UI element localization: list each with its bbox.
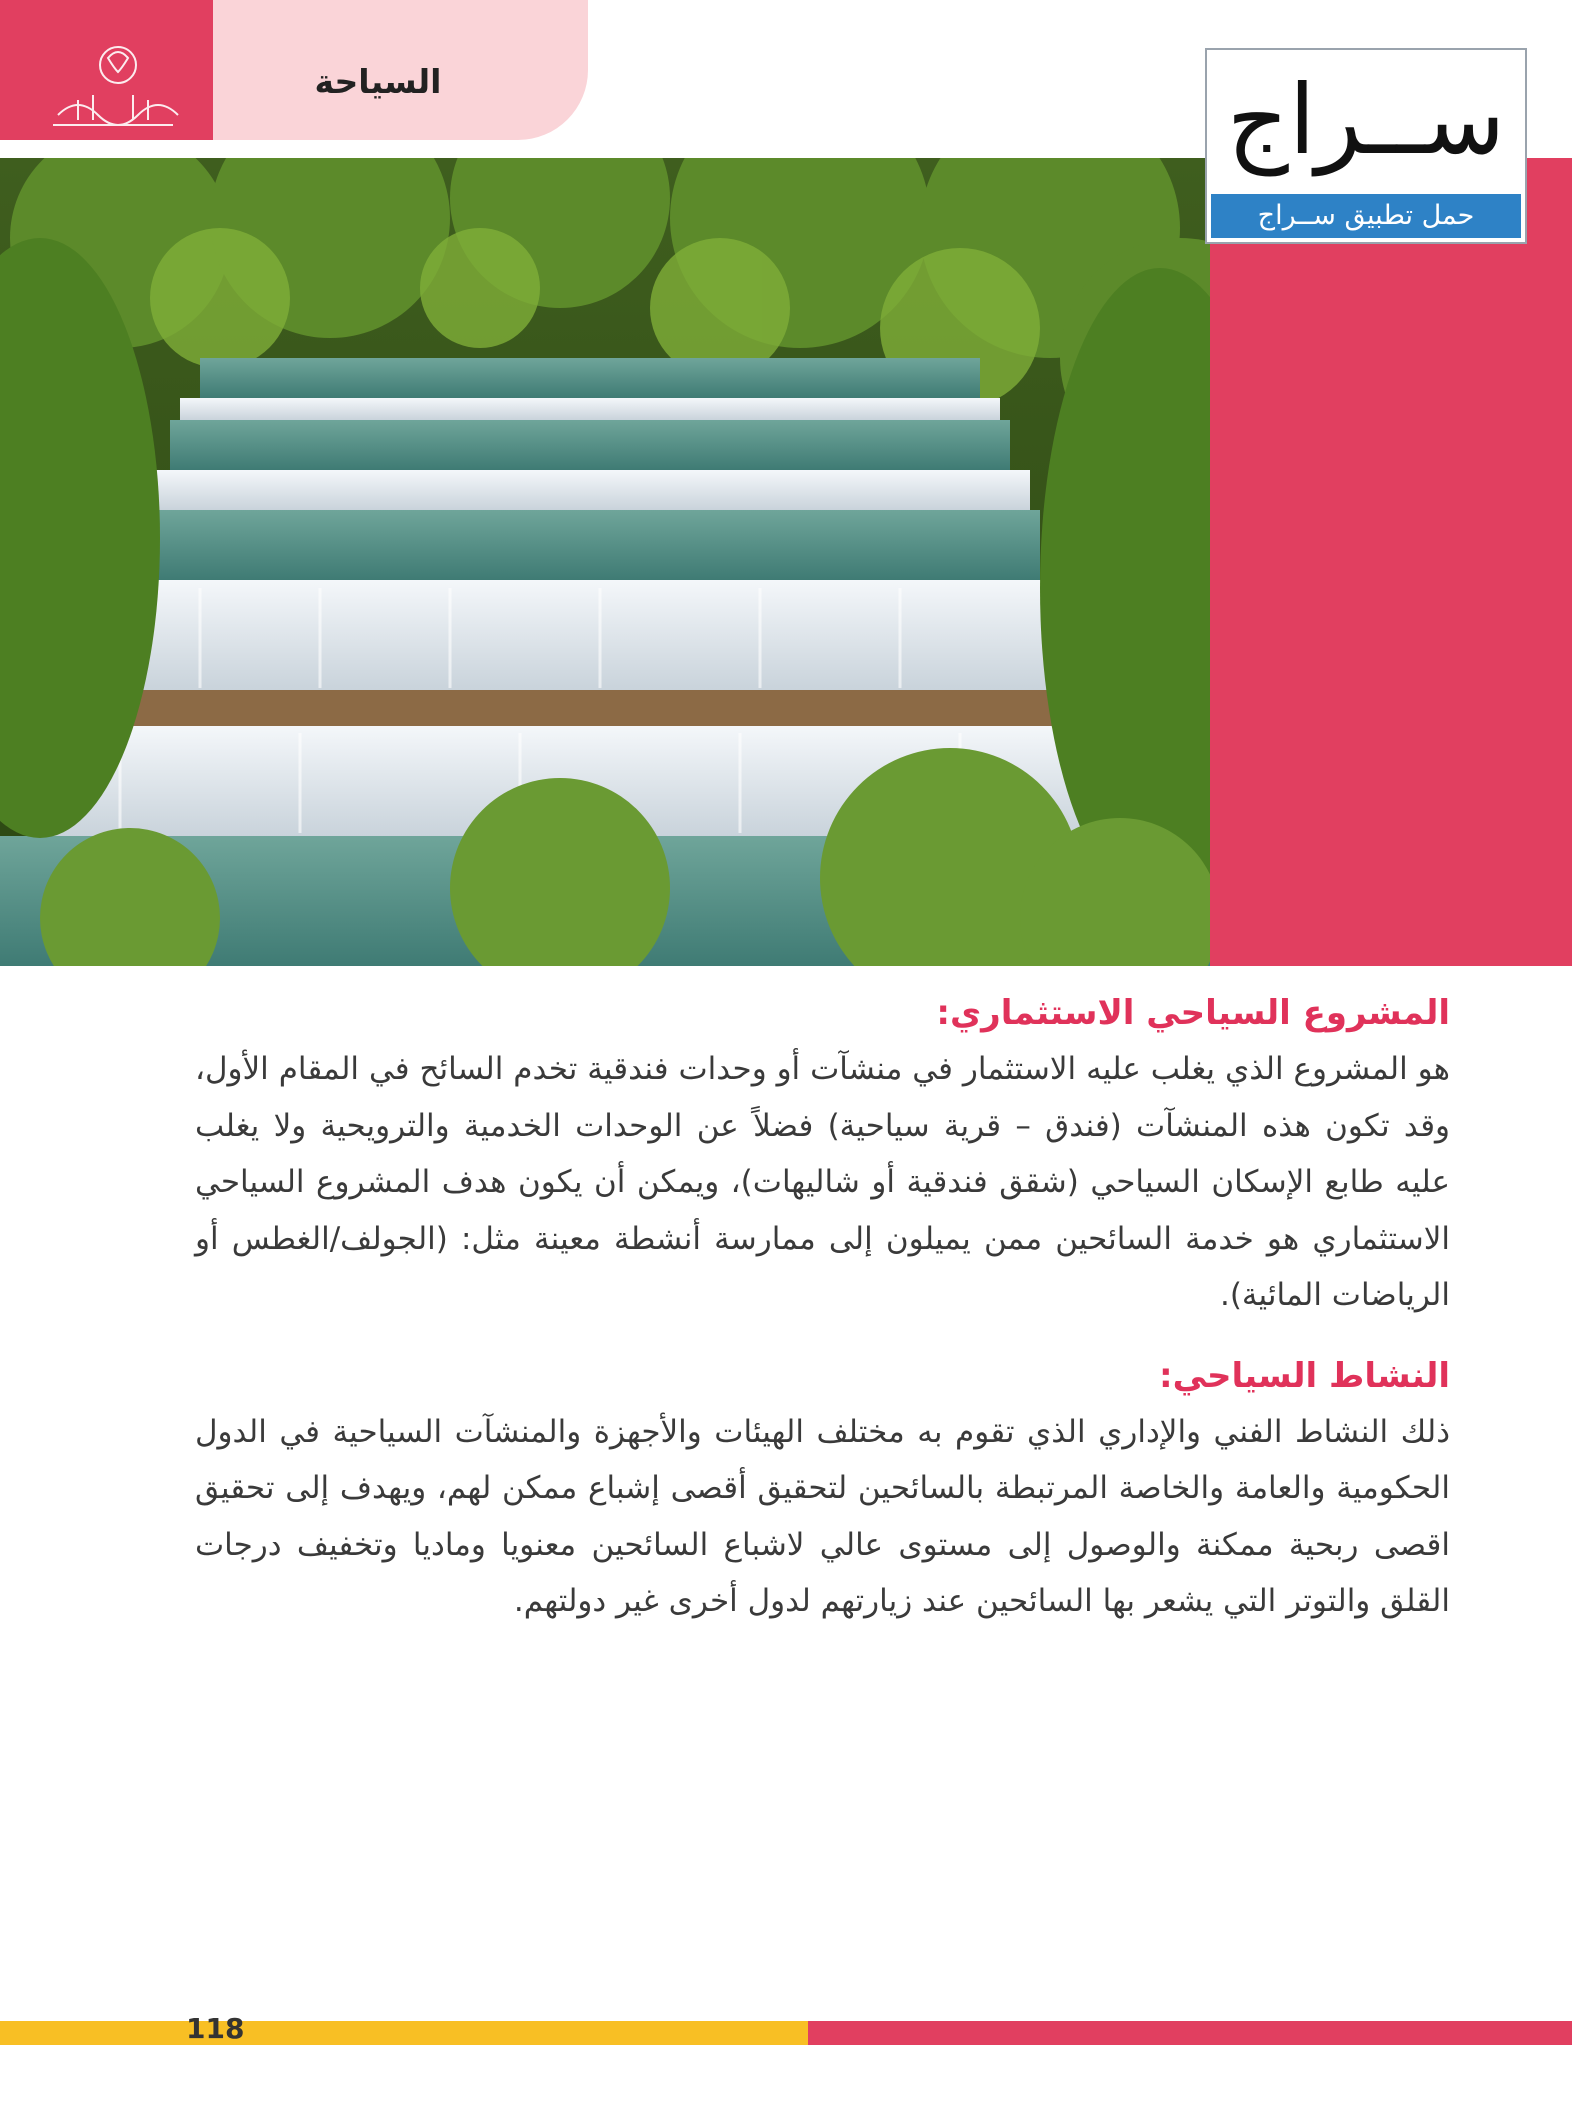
waterfall-photo (0, 158, 1210, 966)
section-heading-tourism-activity: النشاط السياحي: (1159, 1355, 1450, 1396)
footer-bar-pink (808, 2021, 1572, 2045)
section-body-investment-project: هو المشروع الذي يغلب عليه الاستثمار في منشآت أو وحدات فندقية تخدم السائح في المقام الأول، وقد تكون هذه المنشآت (فندق – قرية سياحية) فضلاً عن الوحدات الخدمية والترويحية ولا يغلب عليه طابع الإسكان السياحي (شقق فندقية أو شاليهات)، ويمكن أن يكون هدف المشروع السياحي الاستثماري هو خدمة السائحين ممن يميلون إلى ممارسة أنشطة معينة مثل: (الجولف/الغطس أو الرياضات المائية). (195, 1051, 1450, 1313)
page-section-title: السياحة (314, 62, 442, 101)
page-number: 118 (186, 2012, 245, 2045)
header-logo-block (0, 0, 213, 140)
article-content (195, 985, 1450, 1630)
brand-box[interactable] (1205, 48, 1527, 244)
publisher-logo-icon (38, 30, 188, 135)
pink-side-panel (1210, 158, 1572, 966)
section-body-tourism-activity: ذلك النشاط الفني والإداري الذي تقوم به مختلف الهيئات والأجهزة والمنشآت السياحية في الدول الحكومية والعامة والخاصة المرتبطة بالسائحين لتحقيق أقصى إشباع ممكن لهم، ويهدف إلى تحقيق اقصى ربحية ممكنة والوصول إلى مستوى عالي لاشباع السائحين معنويا وماديا وتخفيف درجات القلق والتوتر التي يشعر بها السائحين عند زيارتهم لدول أخرى غير دولتهم. (195, 1413, 1450, 1619)
brand-name: ســراج (1226, 64, 1506, 176)
section-heading-investment-project: المشروع السياحي الاستثماري: (936, 993, 1450, 1033)
footer-bar-yellow (0, 2021, 808, 2045)
waterfall-illustration (0, 158, 1210, 966)
brand-app-tagline[interactable]: حمل تطبيق ســراج (1211, 194, 1521, 238)
